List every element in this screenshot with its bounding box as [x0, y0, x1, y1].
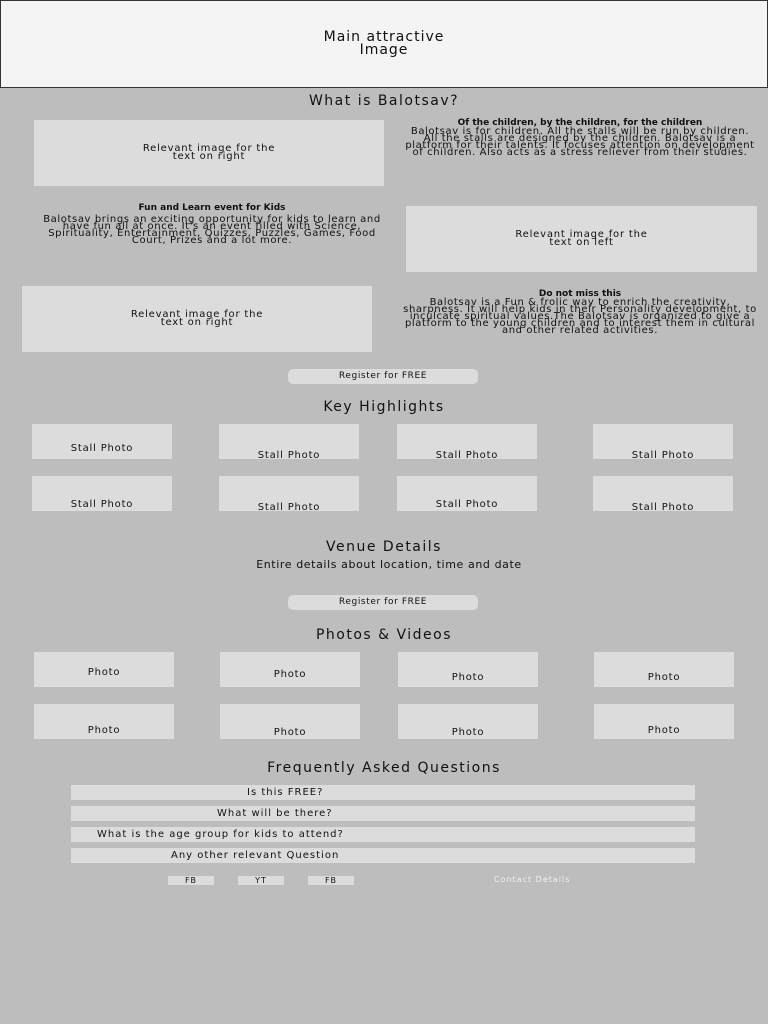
venue-text: Entire details about location, time and date: [256, 558, 522, 571]
register-button-1[interactable]: [288, 369, 478, 384]
about-image-1-label: Relevant image for the text on right: [142, 143, 276, 162]
photo-tile[interactable]: [594, 652, 734, 687]
about-block-2-text: Balotsav brings an exciting opportunity for kids to learn and have fun all at once. It's an event filled with Science, Spirituality, Entertainment, Quizzes, Puzzles, Games, Food Court, Prizes and a lot more.: [43, 214, 381, 246]
highlights-title: Key Highlights: [323, 399, 445, 415]
photo-tile[interactable]: [220, 652, 360, 687]
photo-tile[interactable]: [220, 704, 360, 739]
about-image-1: [34, 120, 384, 186]
youtube-link[interactable]: YT: [238, 876, 284, 885]
photo-label: Photo: [647, 672, 681, 683]
about-image-2: [406, 206, 757, 272]
photo-label: Photo: [647, 725, 681, 736]
about-block-3-heading: Do not miss this: [538, 289, 622, 299]
photo-tile[interactable]: [398, 704, 538, 739]
faq-item[interactable]: [71, 806, 695, 821]
about-title: What is Balotsav?: [308, 93, 460, 109]
faq-question: Any other relevant Question: [171, 850, 340, 861]
stall-label: Stall Photo: [435, 450, 499, 461]
contact-details-link[interactable]: Contact Details: [494, 875, 571, 884]
media-title: Photos & Videos: [315, 627, 453, 643]
stall-label: Stall Photo: [631, 450, 695, 461]
photo-tile[interactable]: [594, 704, 734, 739]
stall-tile: [397, 424, 537, 459]
about-image-2-label: Relevant image for the text on left: [515, 229, 648, 248]
faq-title: Frequently Asked Questions: [267, 760, 501, 776]
photo-label: Photo: [273, 727, 307, 738]
about-block-1-text: Balotsav is for children. All the stalls will be run by children. All the stalls are designed by the children. Balotsav is a platform for their talents. It focuses attention on development of children. Also acts as a stress reliever from their studies.: [405, 126, 755, 158]
faq-question: What will be there?: [217, 808, 333, 819]
stall-tile: [219, 476, 359, 511]
about-block-2: [34, 204, 390, 244]
photo-label: Photo: [451, 727, 485, 738]
register-button-2[interactable]: [288, 595, 478, 610]
stall-tile: [219, 424, 359, 459]
register-button-2-label: Register for FREE: [338, 597, 428, 607]
about-block-3: [402, 290, 758, 334]
photo-label: Photo: [87, 725, 121, 736]
faq-question: What is the age group for kids to attend?: [97, 829, 344, 840]
hero-image-placeholder: [0, 0, 768, 88]
photo-tile[interactable]: [398, 652, 538, 687]
stall-label: Stall Photo: [631, 502, 695, 513]
photo-label: Photo: [451, 672, 485, 683]
about-block-1-heading: Of the children, by the children, for the children: [457, 118, 703, 128]
faq-item[interactable]: [71, 848, 695, 863]
stall-label: Stall Photo: [257, 450, 321, 461]
about-image-3: [22, 286, 372, 352]
stall-tile: [593, 424, 733, 459]
stall-tile: [32, 476, 172, 511]
venue-title: Venue Details: [326, 539, 442, 555]
about-block-2-heading: Fun and Learn event for Kids: [138, 203, 286, 213]
photo-tile[interactable]: [34, 704, 174, 739]
hero-text: Main attractive Image: [323, 29, 445, 58]
facebook-link[interactable]: FB: [168, 876, 214, 885]
register-button-1-label: Register for FREE: [338, 371, 428, 381]
stall-label: Stall Photo: [70, 443, 134, 454]
about-image-3-label: Relevant image for the text on right: [130, 309, 264, 328]
photo-label: Photo: [87, 667, 121, 678]
faq-question: Is this FREE?: [247, 787, 324, 798]
stall-tile: [593, 476, 733, 511]
about-block-3-text: Balotsav is a Fun & frolic way to enrich the creativity, sharpness. It will help kids in their Personality development, to inculcate spiritual values.The Balotsav is organized to give a platform to the young children and to interest them in cultural and other related activities.: [403, 297, 757, 336]
photo-label: Photo: [273, 669, 307, 680]
faq-item[interactable]: [71, 785, 695, 800]
stall-label: Stall Photo: [70, 499, 134, 510]
about-block-1: [402, 119, 758, 156]
stall-label: Stall Photo: [257, 502, 321, 513]
stall-tile: [397, 476, 537, 511]
photo-tile[interactable]: [34, 652, 174, 687]
stall-label: Stall Photo: [435, 499, 499, 510]
stall-tile: [32, 424, 172, 459]
faq-item[interactable]: [71, 827, 695, 842]
facebook-link-2[interactable]: FB: [308, 876, 354, 885]
